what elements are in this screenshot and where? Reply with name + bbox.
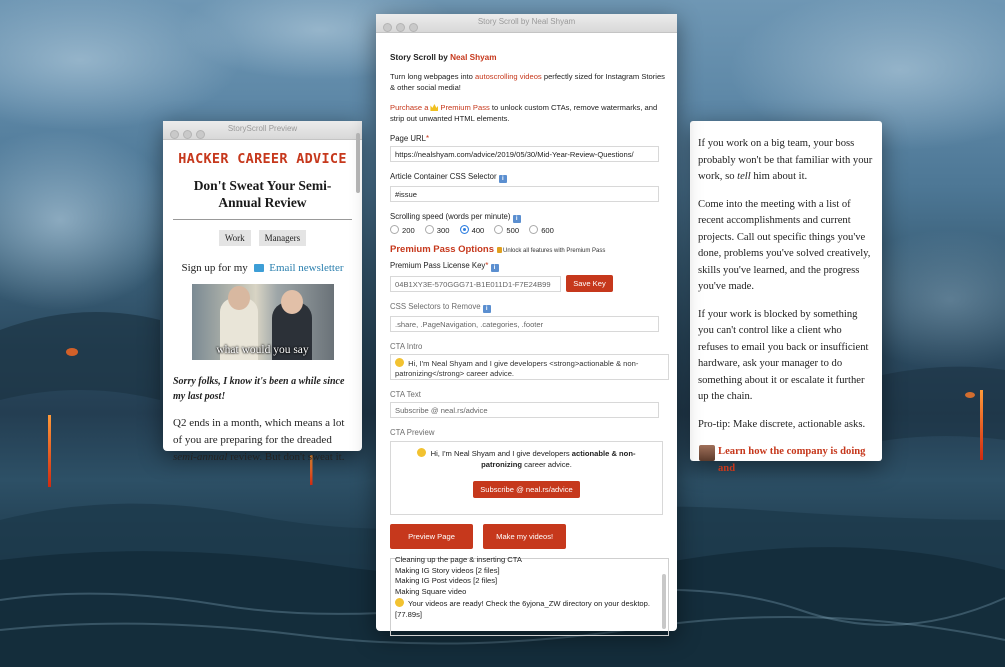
log-line: Making IG Story videos [2 files] <box>395 565 500 575</box>
paragraph-3: If your work is blocked by something you can't control like a client who refuses to email you back or insufficient hardware, ask your manager to do something about it or escalate it further up the chain. <box>698 308 869 402</box>
party-emoji-icon <box>395 598 404 607</box>
office-space-gif <box>192 284 334 360</box>
app-title: Story Scroll by Neal Shyam <box>390 53 497 62</box>
info-icon[interactable]: i <box>513 215 521 223</box>
signup-text: Sign up for my <box>181 262 248 274</box>
crown-icon <box>430 104 438 111</box>
license-key-input[interactable]: 04B1XY3E-570GGG71-B1E011D1-F7E24B99 <box>390 276 561 292</box>
paragraph-2: Come into the meeting with a list of recent accomplishments and current projects. Call out specific things you've done, problems you've solved creatively, skills you've learned, and the progress you've made. <box>698 198 871 292</box>
avatar <box>699 445 715 461</box>
css-remove-input[interactable]: .share, .PageNavigation, .categories, .footer <box>390 316 659 332</box>
scrollbar[interactable] <box>356 133 360 193</box>
wave-emoji-icon <box>395 358 404 367</box>
title-bar[interactable] <box>376 14 677 33</box>
log-line: Making Square video <box>395 587 467 597</box>
speed-radio-200[interactable]: 200 <box>390 225 415 235</box>
output-log[interactable] <box>390 555 669 636</box>
cropped-heading <box>698 118 874 126</box>
intro-text: Turn long webpages into autoscrolling videos perfectly sized for Instagram Stories & other social media! <box>390 72 665 92</box>
license-label: Premium Pass License Key* i <box>390 261 670 272</box>
envelope-icon <box>254 264 264 272</box>
gif-caption: what would you say <box>216 344 309 356</box>
storyscroll-preview-window <box>163 121 362 463</box>
window-title: Story Scroll by Neal Shyam <box>477 17 576 26</box>
paragraph-4: Pro-tip: Make discrete, actionable asks. <box>698 418 866 430</box>
divider <box>173 219 352 220</box>
tag-work[interactable]: Work <box>219 230 251 246</box>
make-videos-button[interactable]: Make my videos! <box>483 524 566 549</box>
wave-emoji-icon <box>417 448 426 457</box>
lock-icon <box>497 247 502 253</box>
css-remove-label: CSS Selectors to Remove i <box>390 302 670 313</box>
purchase-text: Purchase a Premium Pass to unlock custom CTAs, remove watermarks, and strip out unwanted HTML elements. <box>390 103 658 123</box>
newsletter-signup <box>173 262 352 274</box>
css-selector-label: Article Container CSS Selector i <box>390 172 670 183</box>
cta-preview-box <box>390 441 663 515</box>
log-line: Making IG Post videos [2 files] <box>395 576 498 586</box>
story-scroll-app-window <box>376 14 677 631</box>
cta-text-input[interactable]: Subscribe @ neal.rs/advice <box>390 402 659 418</box>
tag-list <box>173 228 352 246</box>
article-preview-window <box>690 121 882 474</box>
info-icon[interactable]: i <box>483 305 491 313</box>
log-line-success: Your videos are ready! Check the 6yjona_ZW directory on your desktop. [77.89s] <box>395 598 650 619</box>
cta-link[interactable]: Learn how the company is doing and <box>698 444 874 477</box>
info-icon[interactable]: i <box>499 175 507 183</box>
cta-preview-label: CTA Preview <box>390 428 435 437</box>
intro-paragraph: Q2 ends in a month, which means a lot of you are preparing for the dreaded semi-annual review. But don't sweat it. <box>173 417 345 463</box>
sorry-note: Sorry folks, I know it's been a while since my last post! <box>173 376 345 402</box>
cta-intro-label: CTA Intro <box>390 342 423 351</box>
speed-label: Scrolling speed (words per minute) i <box>390 212 670 223</box>
log-scrollbar[interactable] <box>662 574 666 629</box>
title-bar[interactable] <box>163 121 362 140</box>
author-link[interactable]: Neal Shyam <box>450 53 497 62</box>
page-url-label: Page URL* <box>390 134 430 143</box>
speed-radio-300[interactable]: 300 <box>425 225 450 235</box>
site-brand[interactable]: HACKER CAREER ADVICE <box>178 151 347 167</box>
window-title: StoryScroll Preview <box>227 124 298 133</box>
newsletter-link[interactable]: Email newsletter <box>269 262 344 274</box>
css-selector-input[interactable]: #issue <box>390 186 659 202</box>
page-url-input[interactable]: https://nealshyam.com/advice/2019/05/30/Mid-Year-Review-Questions/ <box>390 146 659 162</box>
log-line: Cleaning up the page & inserting CTA <box>395 555 522 564</box>
premium-pass-link[interactable]: Premium Pass <box>440 103 490 112</box>
purchase-link[interactable]: Purchase a <box>390 103 429 112</box>
save-key-button[interactable]: Save Key <box>566 275 613 292</box>
speed-radio-600[interactable]: 600 <box>529 225 554 235</box>
tag-managers[interactable]: Managers <box>259 230 307 246</box>
speed-radio-400[interactable]: 400 <box>460 225 485 235</box>
speed-radio-500[interactable]: 500 <box>494 225 519 235</box>
info-icon[interactable]: i <box>491 264 499 272</box>
preview-page-button[interactable]: Preview Page <box>390 524 473 549</box>
speed-radio-group <box>390 225 670 235</box>
cta-intro-textarea[interactable]: Hi, I'm Neal Shyam and I give developers <strong>actionable & non-patronizing</strong> career advice. <box>390 354 669 380</box>
cta-text-label: CTA Text <box>390 390 421 399</box>
paragraph-1: If you work on a big team, your boss probably won't be that familiar with your work, so tell him about it. <box>698 138 873 182</box>
cta-subscribe-button[interactable]: Subscribe @ neal.rs/advice <box>473 481 580 498</box>
post-title: Don't Sweat Your Semi-Annual Review <box>193 178 332 210</box>
autoscrolling-link[interactable]: autoscrolling videos <box>475 72 542 81</box>
cta-preview-text: Hi, I'm Neal Shyam and I give developers actionable & non-patronizing career advice. <box>391 448 662 470</box>
premium-pass-header: Premium Pass Options Unlock all features with Premium Pass <box>390 244 606 255</box>
